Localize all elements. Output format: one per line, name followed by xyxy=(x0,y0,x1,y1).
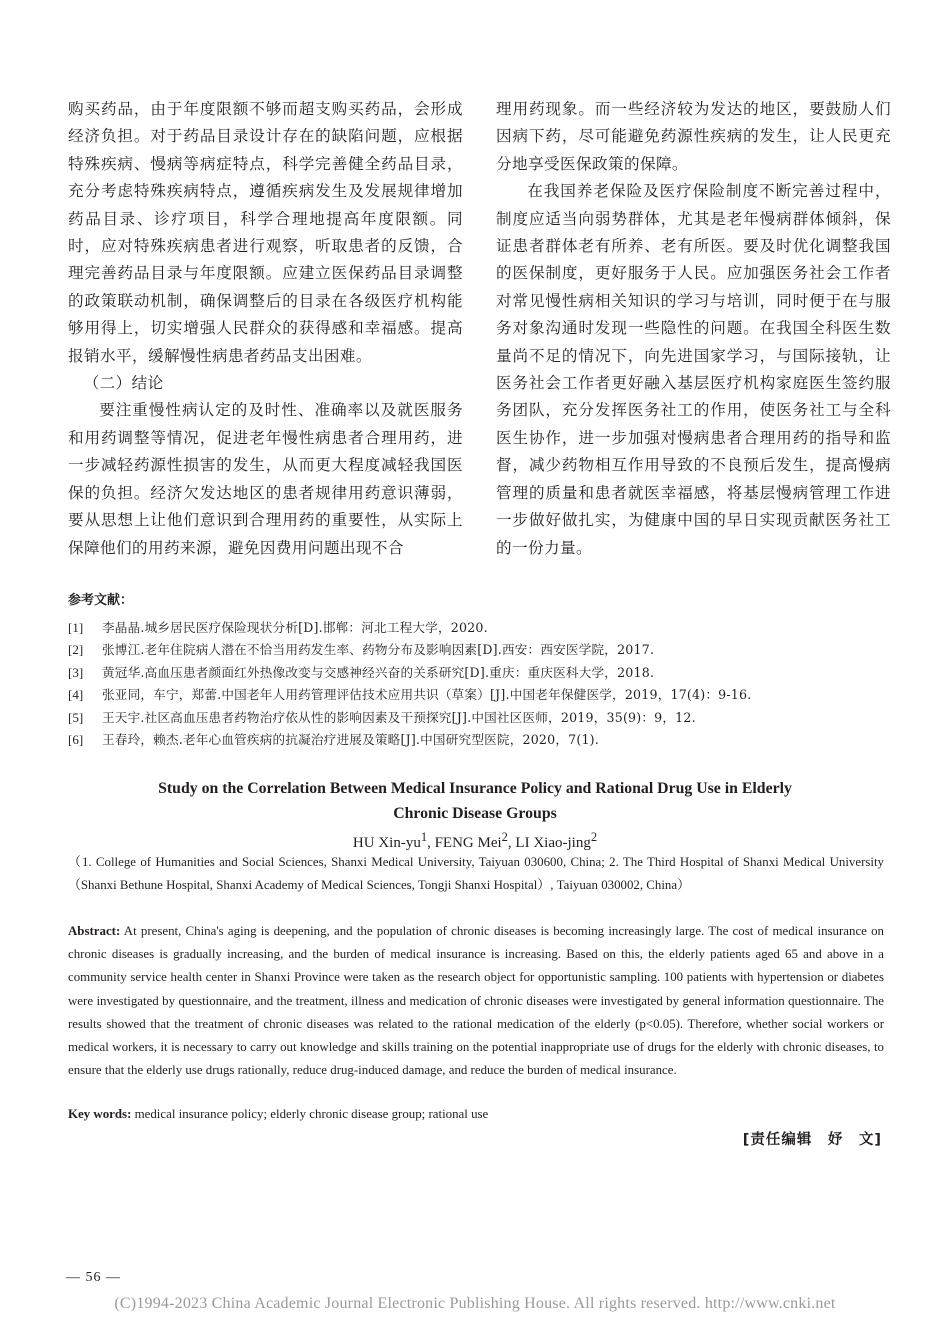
copyright-watermark: (C)1994-2023 China Academic Journal Electronic Publishing House. All rights reserved. http://www.cnki.net xyxy=(114,1295,836,1312)
reference-number: [1] xyxy=(68,619,84,635)
author-name: HU Xin-yu xyxy=(352,835,421,851)
reference-number: [6] xyxy=(68,732,84,747)
left-text-column xyxy=(68,96,463,562)
author-affiliation-mark: 1 xyxy=(420,830,428,844)
keywords-label: Key words: xyxy=(68,1107,132,1121)
reference-number: [3] xyxy=(68,664,84,680)
author-name: FENG Mei xyxy=(434,835,502,851)
responsible-editor: [责任编辑 妤 文] xyxy=(742,1132,882,1148)
references-section xyxy=(68,590,888,752)
reference-number: [5] xyxy=(68,709,84,725)
abstract-text: At present, China's aging is deepening, and the population of chronic diseases is becoming increasingly large. The cost of medical insurance on chronic diseases is gradually increasing, and the burden of medical insurance is increasing. Based on this, the elderly patients aged 65 and above in a community service health center in Shanxi Province were taken as the research object for opportunistic sampling. 100 patients with hypertension or diabetes were investigated by questionnaire, and the treatment, illness and medication of chronic diseases were investigated by general information questionnaire. The results showed that the treatment of chronic diseases was related to the rational medication of the elderly (p<0.05). Therefore, whether social workers or medical workers, it is necessary to carry out knowledge and skills training on the potential inappropriate use of drugs for the elderly with chronic diseases, to ensure that the elderly use drugs rationally, reduce drug-induced damage, and reduce the burden of medical insurance. xyxy=(68,924,885,1078)
reference-item xyxy=(68,662,888,685)
english-affiliation: （1. College of Humanities and Social Sciences, Shanxi Medical University, Taiyuan 030600, China; 2. The Third Hospital of Shanxi Medical University（Shanxi Bethune Hospital, Shanxi Academy of Medical Sciences, Tongji Shanxi Hospital）, Taiyuan 030002, China） xyxy=(68,855,884,892)
english-abstract xyxy=(68,920,884,1082)
reference-text: 张亚同，车宁，郑蕾.中国老年人用药管理评估技术应用共识（草案）[J].中国老年保健医学，2019，17(4)：9-16. xyxy=(102,687,752,702)
english-authors: HU Xin-$yu^1$, FENG Mei$^2$, LI Xiao-jing$^2$ xyxy=(352,830,598,851)
references-title: 参考文献： xyxy=(68,593,134,608)
body-paragraph: 要注重慢性病认定的及时性、准确率以及就医服务和用药调整等情况，促进老年慢性病患者合理用药，进一步减轻药源性损害的发生，从而更大程度减轻我国医保的负担。经济欠发达地区的患者规律用药意识薄弱，要从思想上让他们意识到合理用药的重要性，从实际上保障他们的用药来源，避免因费用问题出现不合 xyxy=(68,401,463,557)
author-affiliation-mark: 2 xyxy=(501,830,508,844)
reference-item xyxy=(68,729,888,752)
page-number: — 56 — xyxy=(66,1270,121,1285)
body-paragraph: 购买药品，由于年度限额不够而超支购买药品，会形成经济负担。对于药品目录设计存在的缺陷问题，应根据特殊疾病、慢病等病症特点，科学完善健全药品目录，充分考虑特殊疾病特点，遵循疾病发生及发展规律增加药品目录、诊疗项目，科学合理地提高年度限额。同时，应对特殊疾病患者进行观察，听取患者的反馈，合理完善药品目录与年度限额。应建立医保药品目录调整的政策联动机制，确保调整后的目录在各级医疗机构能够用得上，切实增强人民群众的获得感和幸福感。提高报销水平，缓解慢性病患者药品支出困难。 xyxy=(68,100,463,365)
keywords-text: medical insurance policy; elderly chronic disease group; rational use xyxy=(134,1107,489,1121)
english-title-line: Chronic Disease Groups xyxy=(393,805,557,822)
english-keywords xyxy=(68,1103,884,1125)
reference-text: 王春玲，赖杰.老年心血管疾病的抗凝治疗进展及策略[J].中国研究型医院，2020，7(1). xyxy=(102,732,599,747)
reference-number: [2] xyxy=(68,642,84,657)
english-title-line: Study on the Correlation Between Medical Insurance Policy and Rational Drug Use in Elderly xyxy=(158,780,792,797)
abstract-label: Abstract: xyxy=(68,924,121,938)
reference-text: 张博江.老年住院病人潜在不恰当用药发生率、药物分布及影响因素[D].西安：西安医学院，2017. xyxy=(102,642,655,657)
reference-item xyxy=(68,617,888,640)
body-paragraph: 理用药现象。而一些经济较为发达的地区，要鼓励人们因病下药，尽可能避免药源性疾病的发生，让人民更充分地享受医保政策的保障。 xyxy=(496,100,891,173)
reference-text: 黄冠华.高血压患者颜面红外热像改变与交感神经兴奋的关系研究[D].重庆：重庆医科大学，2018. xyxy=(102,664,655,680)
section-heading: （二）结论 xyxy=(83,374,164,393)
author-affiliation-mark: 2 xyxy=(590,830,598,844)
reference-item xyxy=(68,684,888,707)
reference-number: [4] xyxy=(68,687,84,702)
author-name: LI Xiao-jing xyxy=(515,835,591,851)
body-paragraph: 在我国养老保险及医疗保险制度不断完善过程中，制度应适当向弱势群体，尤其是老年慢病群体倾斜，保证患者群体老有所养、老有所医。要及时优化调整我国的医保制度，更好服务于人民。应加强医务社会工作者对常见慢性病相关知识的学习与培训，同时便于在与服务对象沟通时发现一些隐性的问题。在我国全科医生数量尚不足的情况下，向先进国家学习，与国际接轨，让医务社会工作者更好融入基层医疗机构家庭医生签约服务团队，充分发挥医务社工的作用，使医务社工与全科医生协作，进一步加强对慢病患者合理用药的指导和监督，减少药物相互作用导致的不良预后发生，提高慢病管理的质量和患者就医幸福感，将基层慢病管理工作进一步做好做扎实，为健康中国的早日实现贡献医务社工的一份力量。 xyxy=(496,182,891,557)
reference-item xyxy=(68,707,888,730)
right-text-column xyxy=(496,96,891,562)
reference-text: 王天宇.社区高血压患者药物治疗依从性的影响因素及干预探究[J].中国社区医师，2019，35(9)：9，12. xyxy=(102,709,696,725)
reference-text: 李晶晶.城乡居民医疗保险现状分析[D].邯郸：河北工程大学，2020. xyxy=(102,619,488,635)
reference-item xyxy=(68,639,888,662)
english-title xyxy=(68,776,882,826)
